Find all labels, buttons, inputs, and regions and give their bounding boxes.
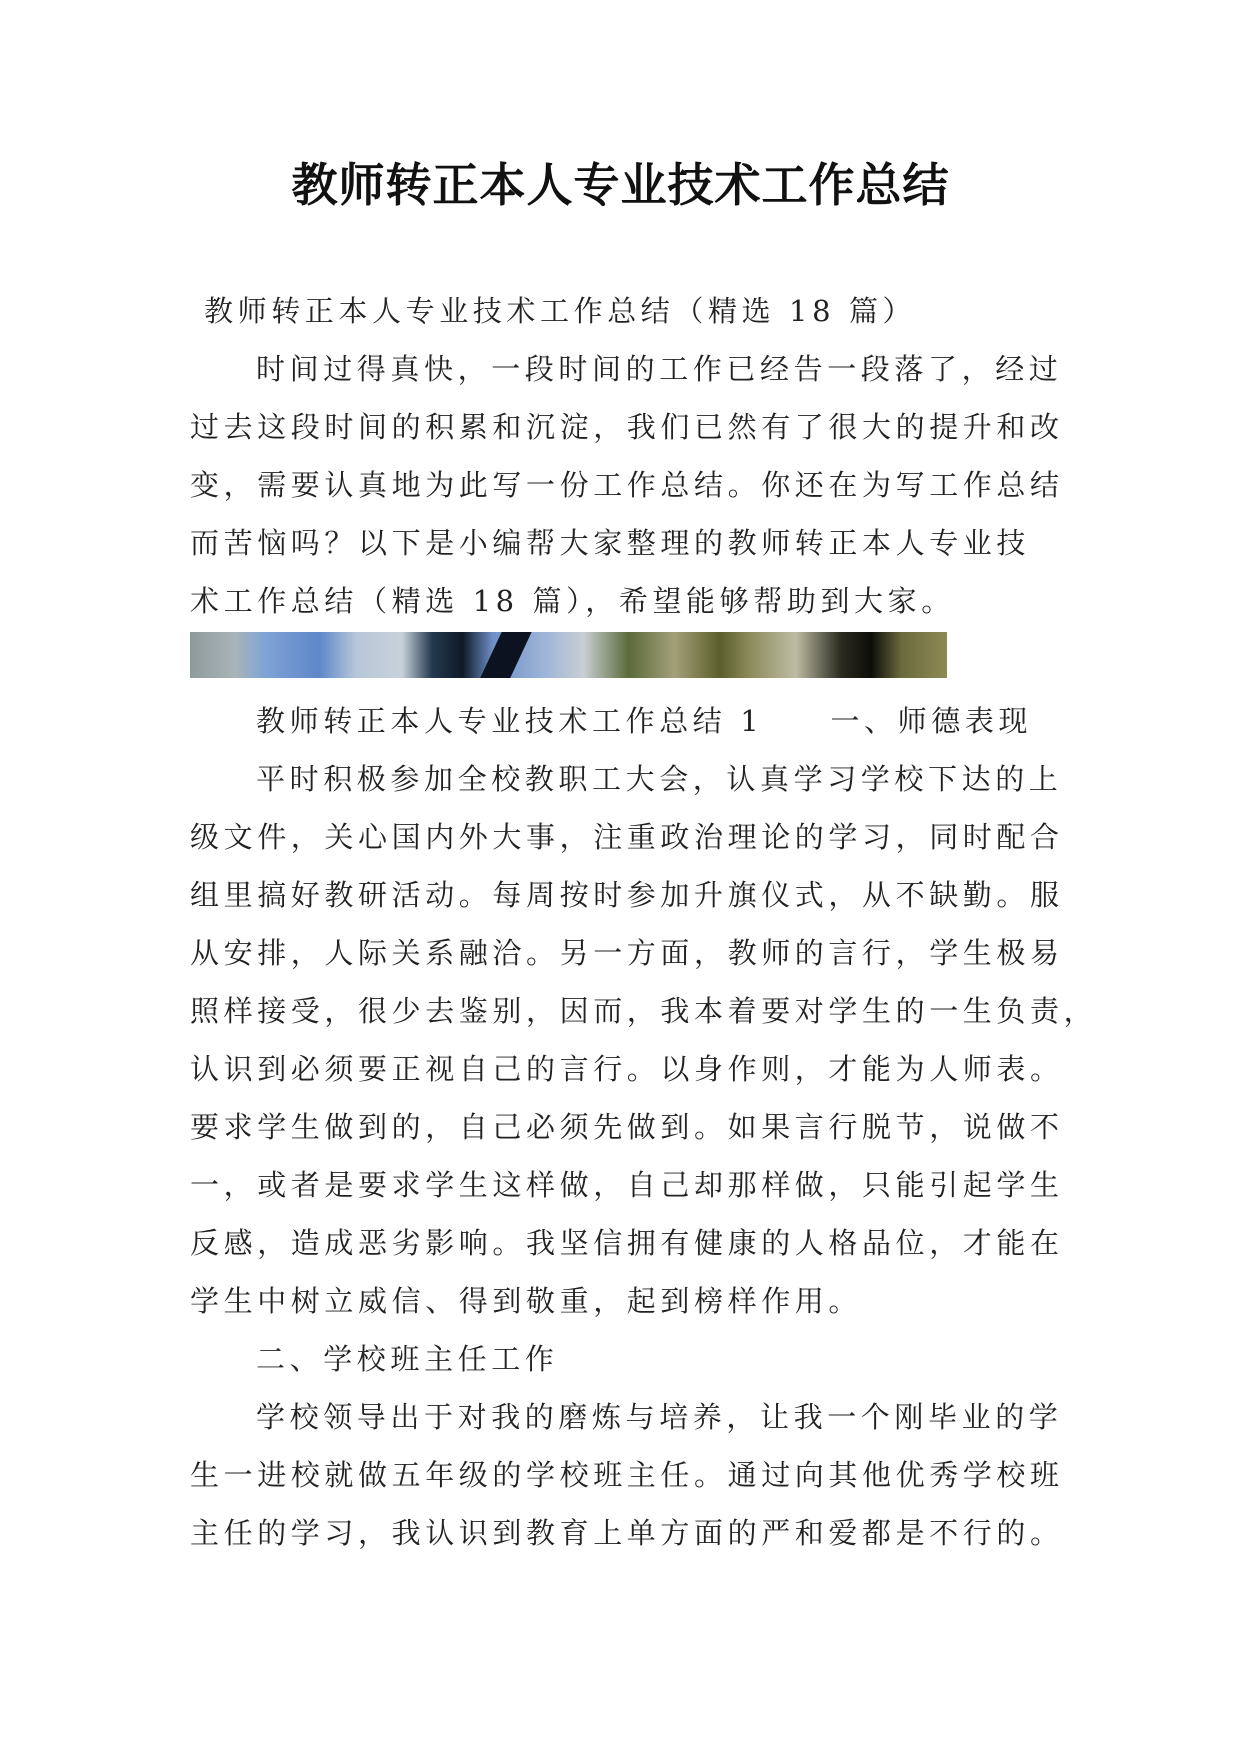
banner-image [190,632,947,678]
paragraph-line: 主任的学习，我认识到教育上单方面的严和爱都是不行的。 [190,1516,1064,1550]
paragraph-line: 级文件，关心国内外大事，注重政治理论的学习，同时配合 [190,820,1064,854]
paragraph-line: 要求学生做到的，自己必须先做到。如果言行脱节，说做不 [190,1110,1064,1144]
paragraph-line: 学校领导出于对我的磨炼与培养，让我一个刚毕业的学 [256,1400,1063,1434]
paragraph-line: 照样接受，很少去鉴别，因而，我本着要对学生的一生负责， [190,994,1098,1028]
paragraph-line: 从安排，人际关系融洽。另一方面，教师的言行，学生极易 [190,936,1064,970]
paragraph-line: 生一进校就做五年级的学校班主任。通过向其他优秀学校班 [190,1458,1064,1492]
intro-line: 变，需要认真地为此写一份工作总结。你还在为写工作总结 [190,468,1064,502]
section-1-heading: 教师转正本人专业技术工作总结 1 一、师德表现 [256,704,1033,738]
banner-stripe [474,632,537,678]
paragraph-line: 组里搞好教研活动。每周按时参加升旗仪式，从不缺勤。服 [190,878,1064,912]
intro-line: 而苦恼吗？以下是小编帮大家整理的教师转正本人专业技 [190,526,1031,560]
section-1 [190,692,1098,1562]
paragraph-line: 平时积极参加全校教职工大会，认真学习学校下达的上 [256,762,1063,796]
intro-line: 过去这段时间的积累和沉淀，我们已然有了很大的提升和改 [190,410,1064,444]
paragraph-line: 反感，造成恶劣影响。我坚信拥有健康的人格品位，才能在 [190,1226,1064,1260]
paragraph-line: 一，或者是要求学生这样做，自己却那样做，只能引起学生 [190,1168,1064,1202]
paragraph-line: 认识到必须要正视自己的言行。以身作则，才能为人师表。 [190,1052,1064,1086]
subtitle: 教师转正本人专业技术工作总结（精选 18 篇） [204,294,917,328]
section-2-heading: 二、学校班主任工作 [256,1342,559,1376]
intro-block [190,282,1064,630]
paragraph-line: 学生中树立威信、得到敬重，起到榜样作用。 [190,1284,863,1318]
intro-line: 时间过得真快，一段时间的工作已经告一段落了，经过 [256,352,1063,386]
page-title: 教师转正本人专业技术工作总结 [291,158,950,212]
intro-line: 术工作总结（精选 18 篇），希望能够帮助到大家。 [190,584,955,618]
